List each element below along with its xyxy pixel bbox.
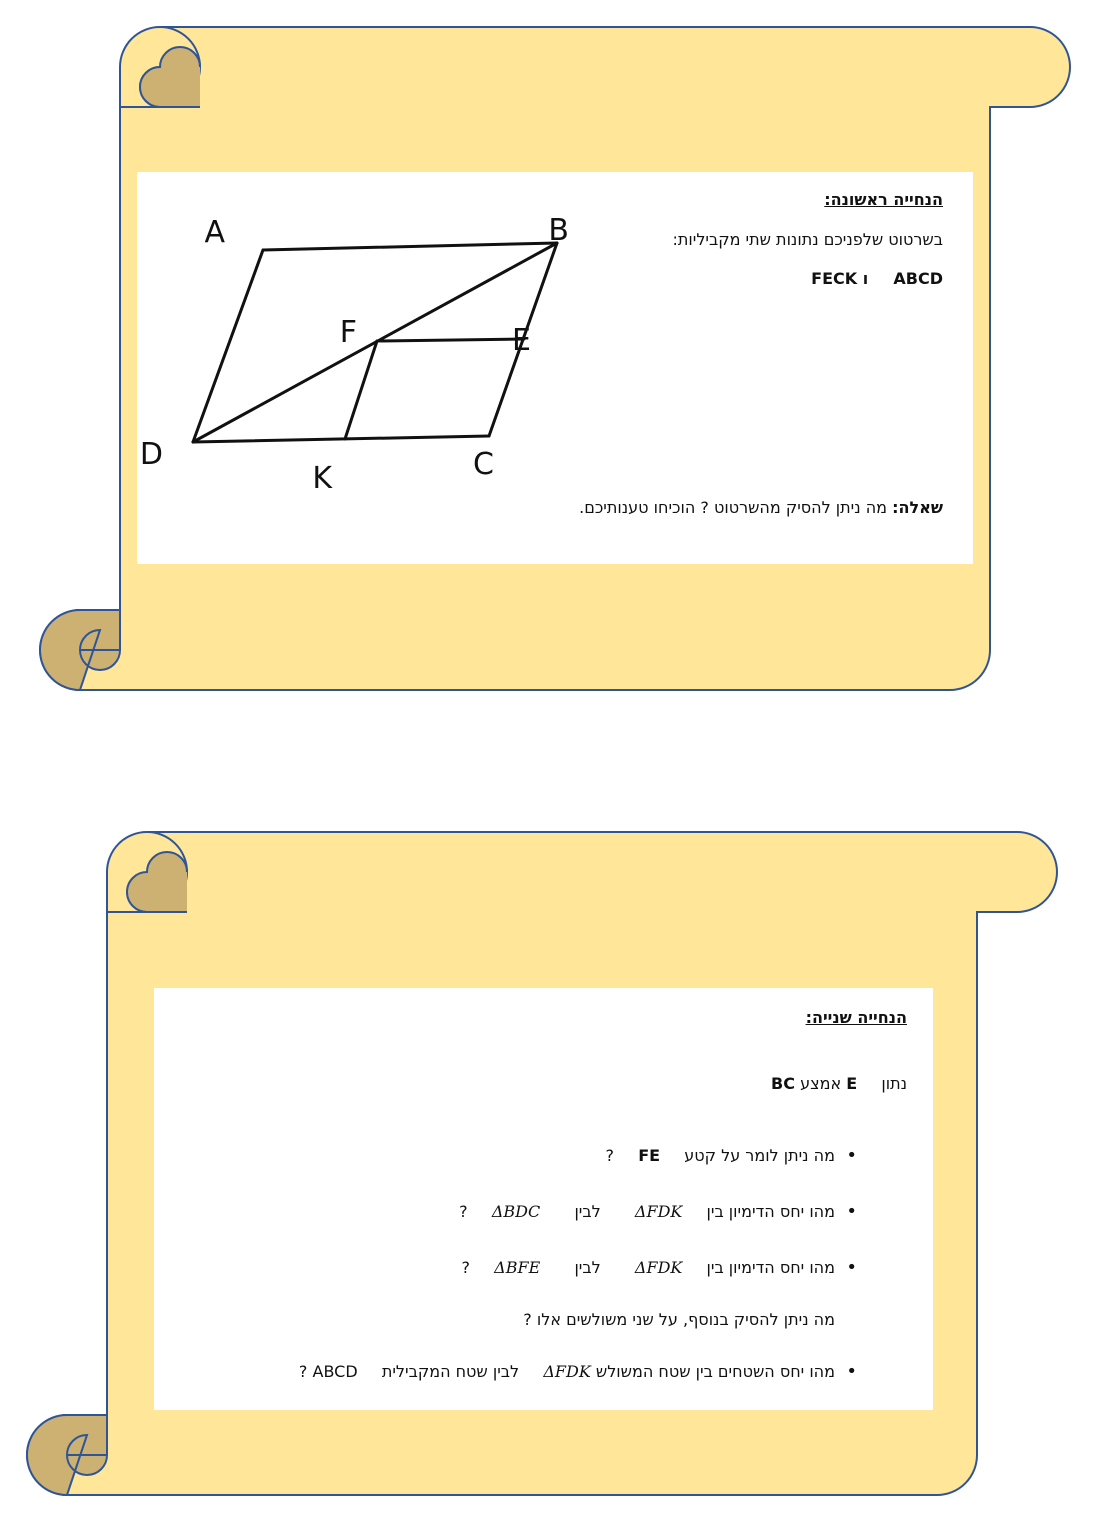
q3-followup: מה ניתן להסיק בנוסף, על שני משולשים אלו ? — [523, 1310, 835, 1329]
q3-end: ? — [461, 1258, 470, 1277]
given-line — [771, 1074, 907, 1093]
question-text: מה ניתן להסיק מהשרטוט ? הוכיחו טענותיכם. — [579, 498, 888, 517]
parallelogram-diagram — [139, 192, 617, 502]
question-item-1 — [606, 1146, 835, 1165]
q4-shape: ABCD — [312, 1362, 358, 1381]
given-segment: BC — [771, 1074, 795, 1093]
label-k: K — [312, 461, 332, 496]
shape-abcd: ABCD — [893, 269, 943, 288]
given-word: נתון — [881, 1074, 907, 1093]
q3-between: לבין — [574, 1258, 601, 1277]
segment-fe — [377, 339, 524, 341]
q4-between: לבין — [492, 1362, 520, 1381]
given-text: בשרטוט שלפניכם נתונות שתי מקביליות: — [672, 230, 943, 249]
instruction-card-2 — [154, 988, 933, 1410]
edge-da — [193, 250, 263, 442]
q3-text: מהו יחס הדימיון בין — [706, 1258, 835, 1277]
q4-text: מהו יחס השטחים בין שטח המשולש — [595, 1362, 835, 1381]
connector: ו — [862, 269, 869, 288]
question-line — [579, 498, 943, 517]
q2-end: ? — [459, 1202, 468, 1221]
shape-feck: FECK — [811, 269, 858, 288]
label-b: B — [548, 213, 569, 248]
q4-end: ? — [298, 1362, 308, 1381]
label-c: C — [473, 447, 494, 482]
label-a: A — [204, 215, 225, 250]
heading-first-instruction: הנחייה ראשונה: — [824, 190, 943, 209]
heading-second-instruction: הנחייה שנייה: — [805, 1008, 907, 1027]
question-label: שאלה: — [892, 498, 943, 517]
parallelograms-line — [811, 269, 943, 288]
q1-end: ? — [605, 1146, 615, 1165]
label-d: D — [139, 437, 163, 472]
q1-segment: FE — [638, 1146, 661, 1165]
label-e: E — [512, 323, 531, 358]
given-point: E — [846, 1074, 858, 1093]
q2-triangle-2: ΔBDC — [491, 1202, 541, 1221]
q4-text2: שטח המקבילית — [381, 1362, 488, 1381]
edge-ab — [263, 243, 557, 250]
q2-triangle-1: ΔFDK — [634, 1202, 683, 1221]
q1-text: מה ניתן לומר על קטע — [684, 1146, 835, 1165]
q3-triangle-2: ΔBFE — [494, 1258, 541, 1277]
q2-text: מהו יחס הדימיון בין — [706, 1202, 835, 1221]
given-mid: אמצע — [800, 1074, 842, 1093]
q3-triangle-1: ΔFDK — [634, 1258, 683, 1277]
question-item-3 — [461, 1258, 835, 1277]
question-item-4 — [299, 1362, 835, 1381]
q4-triangle: ΔFDK — [543, 1362, 591, 1381]
label-f: F — [339, 315, 357, 350]
question-item-2 — [459, 1202, 835, 1221]
instruction-card-1 — [137, 172, 973, 564]
q2-between: לבין — [574, 1202, 601, 1221]
edge-cd — [193, 436, 489, 442]
